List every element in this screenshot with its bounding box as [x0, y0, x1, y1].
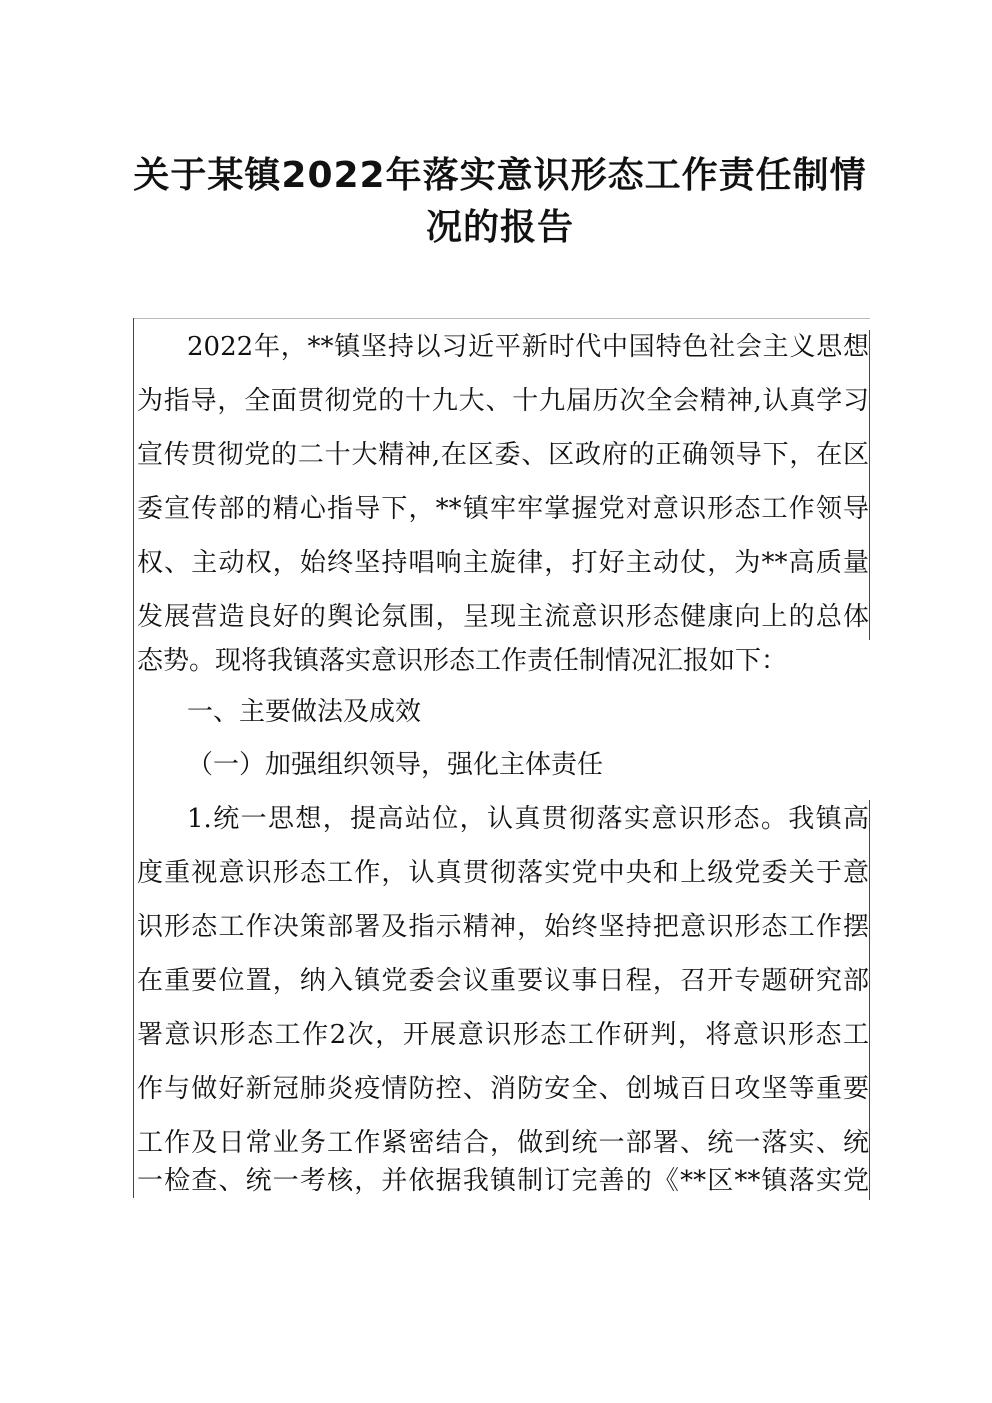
paragraph-line: 态势。现将我镇落实意识形态工作责任制情况汇报如下：: [137, 646, 788, 676]
paragraph-line: 宣传贯彻党的二十大精神,在区委、区政府的正确领导下，在区: [137, 440, 869, 470]
right-margin-rule-upper: [869, 330, 870, 640]
right-margin-rule-lower: [869, 800, 870, 1200]
section-heading: 一、主要做法及成效: [187, 697, 422, 727]
document-title: [130, 150, 870, 254]
paragraph-line: 1.统一思想，提高站位，认真贯彻落实意识形态。我镇高: [187, 804, 869, 834]
title-line-1: 关于某镇2022年落实意识形态工作责任制情: [133, 155, 867, 196]
paragraph-line: 为指导，全面贯彻党的十九大、十九届历次全会精神,认真学习: [137, 386, 869, 416]
paragraph-line: 识形态工作决策部署及指示精神，始终坚持把意识形态工作摆: [137, 912, 869, 942]
paragraph-line: 权、主动权，始终坚持唱响主旋律，打好主动仗，为**高质量: [137, 548, 869, 578]
paragraph-line: 在重要位置，纳入镇党委会议重要议事日程，召开专题研究部: [137, 966, 869, 996]
subsection-heading: （一）加强组织领导，强化主体责任: [187, 750, 604, 780]
paragraph-line: 作与做好新冠肺炎疫情防控、消防安全、创城百日攻坚等重要: [137, 1074, 869, 1104]
paragraph-line: 委宣传部的精心指导下，**镇牢牢掌握党对意识形态工作领导: [137, 494, 869, 524]
left-margin-rule: [133, 318, 134, 1198]
top-rule: [133, 318, 870, 319]
paragraph-line: 度重视意识形态工作，认真贯彻落实党中央和上级党委关于意: [137, 858, 869, 888]
paragraph-line: 署意识形态工作2次，开展意识形态工作研判，将意识形态工: [137, 1020, 869, 1050]
paragraph-line: 发展营造良好的舆论氛围，呈现主流意识形态健康向上的总体: [137, 602, 869, 632]
paragraph-line: 2022年，**镇坚持以习近平新时代中国特色社会主义思想: [187, 332, 869, 362]
title-line-2: 况的报告: [425, 207, 574, 248]
paragraph-line: 工作及日常业务工作紧密结合，做到统一部署、统一落实、统: [137, 1128, 869, 1158]
paragraph-line: 一检查、统一考核，并依据我镇制订完善的《**区**镇落实党: [137, 1166, 869, 1196]
